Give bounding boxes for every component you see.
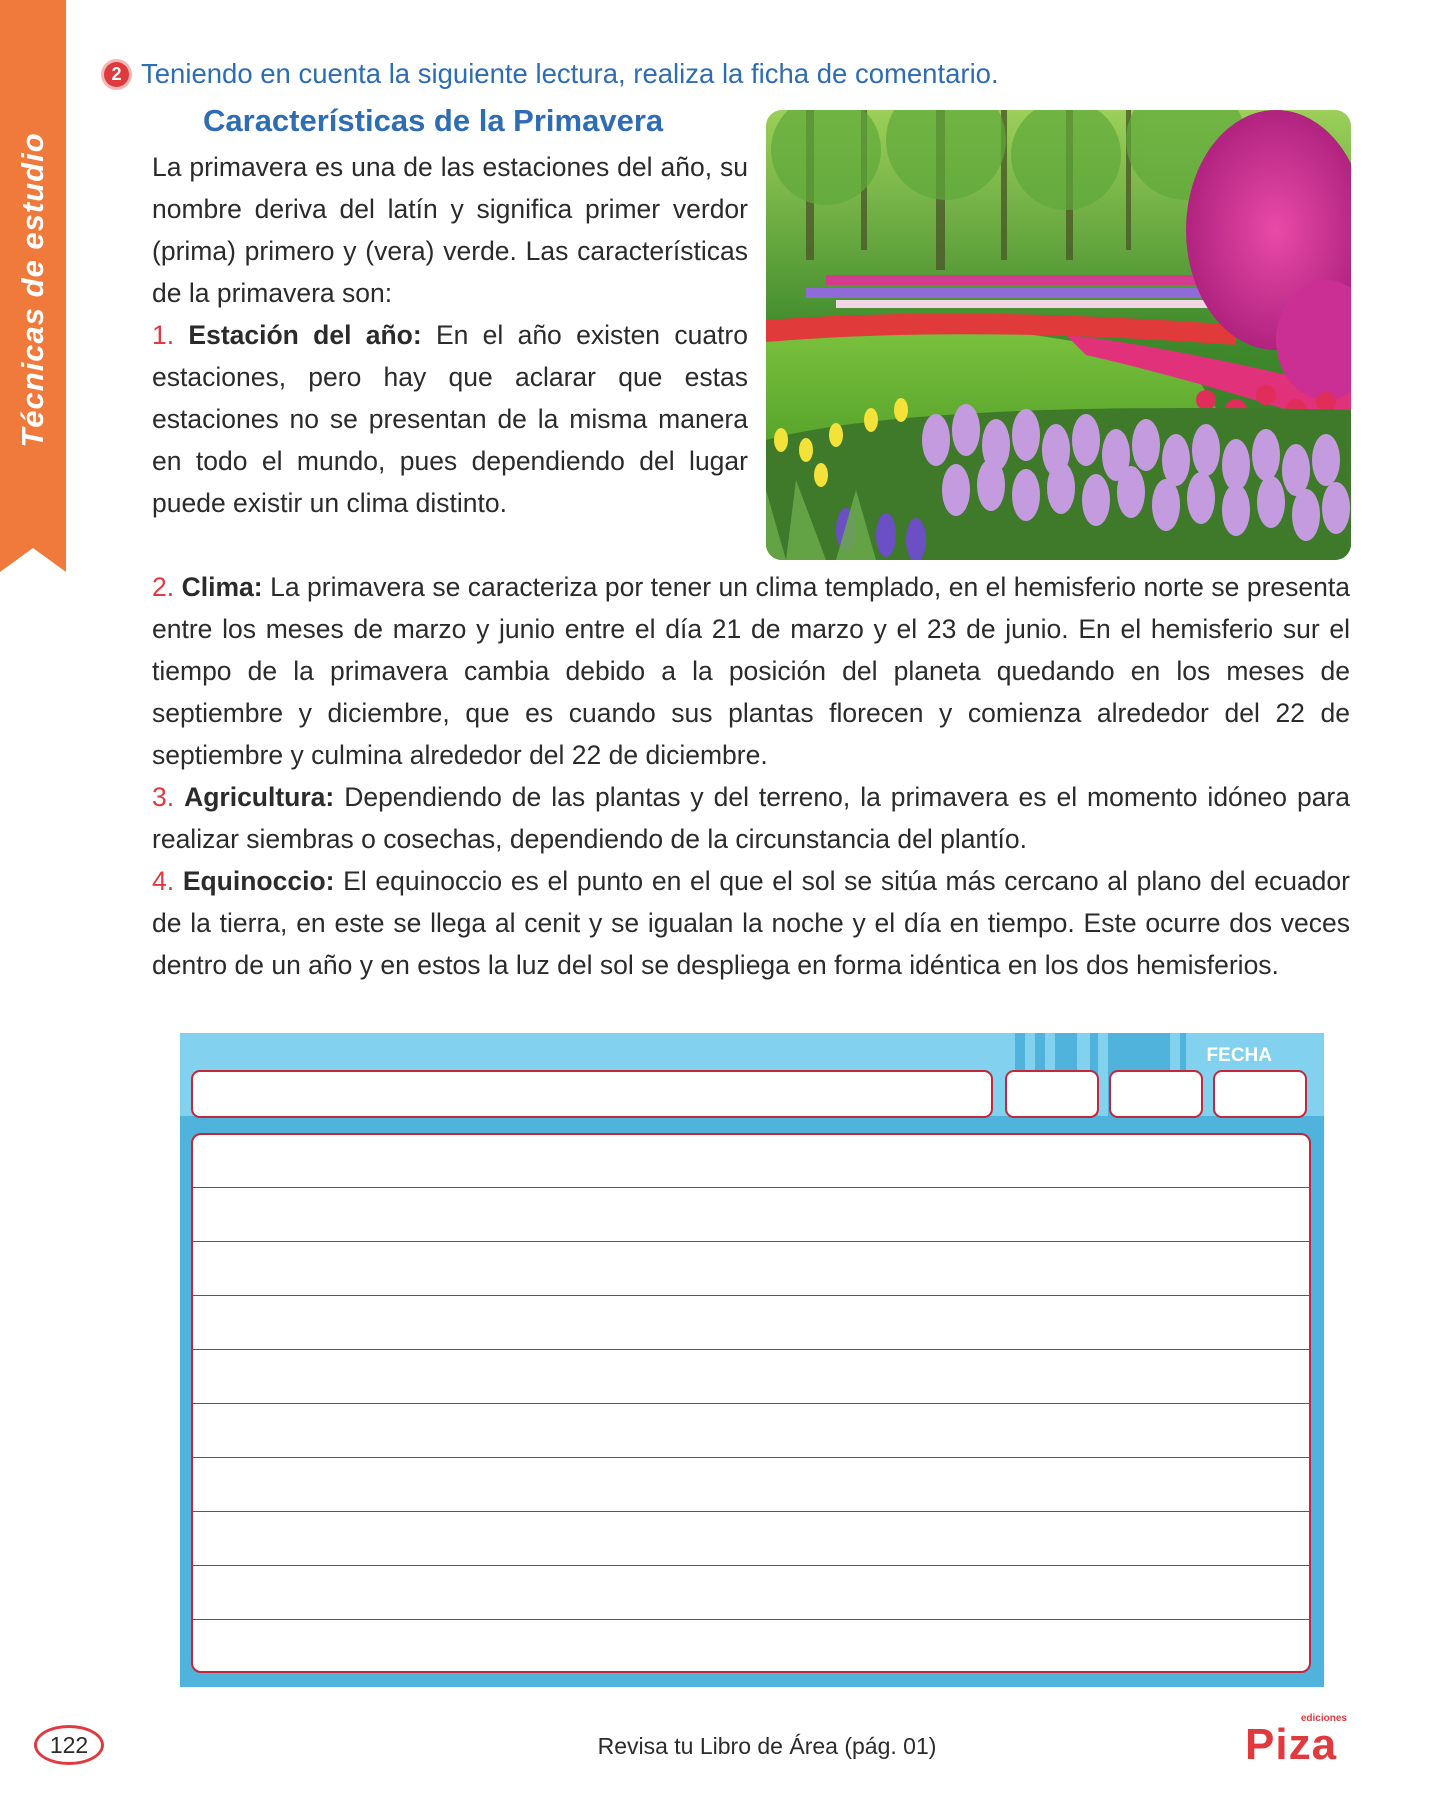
page-number: 122 [34,1725,104,1765]
footer-note: Revisa tu Libro de Área (pág. 01) [597,1733,937,1759]
article-item-2 [152,566,1350,776]
date-label: FECHA [1206,1045,1272,1066]
item-2-text: La primavera se caracteriza por tener un clima templado, en el hemisferio norte se presenta entre los meses de marzo y junio entre el día 21 de marzo y el 23 de junio. En el hemisferio sur el tiempo de la primavera cambia debido a la posición del planeta quedando en los meses de septiembre y diciembre, que es cuando sus plantas florecen y comienza alrededor del 22 de septiembre y culmina alrededor del 22 de diciembre. [152,572,1350,770]
item-4-number: 4. [152,866,175,896]
side-tab-label: Técnicas de estudio [15,132,50,448]
writing-line [193,1457,1309,1458]
writing-line [193,1403,1309,1404]
item-3-number: 3. [152,782,175,812]
item-4-text: El equinoccio es el punto en el que el sol se sitúa más cercano al plano del ecuador de la tierra, en este se llega al cenit y se igualan la noche y el día en tiempo. Este ocurre dos veces dentro de un año y en estos la luz del sol se despliega en forma idéntica en los dos hemisferios. [152,866,1350,980]
writing-line [193,1619,1309,1620]
item-1-number: 1. [152,320,175,350]
writing-line [193,1511,1309,1512]
logo-small-text: ediciones [1300,1713,1347,1724]
writing-line [193,1349,1309,1350]
article-item-4 [152,860,1350,986]
instruction [104,58,999,90]
article-intro: La primavera es una de las estaciones del año, su nombre deriva del latín y significa primer verdor (prima) primero y (vera) verde. Las características de la primavera son: [152,152,748,308]
item-1-text: En el año existen cuatro estaciones, pero hay que aclarar que estas estaciones no se presentan de la misma manera en todo el mundo, pues dependiendo del lugar puede existir un clima distinto. [152,320,748,518]
writing-line [193,1187,1309,1188]
comment-writing-area[interactable] [191,1133,1311,1673]
article-wide-column [152,566,1350,986]
article-narrow-column [152,146,748,524]
item-4-heading: Equinoccio: [182,866,335,896]
item-1-heading: Estación del año: [188,320,422,350]
date-day-field[interactable] [1005,1070,1099,1118]
item-2-number: 2. [152,572,175,602]
comment-form [180,1033,1324,1687]
title-field[interactable] [191,1070,993,1118]
item-3-text: Dependiendo de las plantas y del terreno, la primavera es el momento idóneo para realizar siembras o cosechas, dependiendo de la circunstancia del plantío. [152,782,1350,854]
instruction-number-badge: 2 [104,62,129,87]
article-item-3 [152,776,1350,860]
writing-line [193,1565,1309,1566]
spring-garden-photo [766,110,1351,560]
article-item-1 [152,314,748,524]
item-3-heading: Agricultura: [184,782,335,812]
instruction-text: Teniendo en cuenta la siguiente lectura, realiza la ficha de comentario. [141,58,999,89]
item-2-heading: Clima: [181,572,263,602]
writing-line [193,1295,1309,1296]
date-month-field[interactable] [1109,1070,1203,1118]
publisher-logo [1245,1713,1355,1769]
writing-line [193,1241,1309,1242]
article-title: Características de la Primavera [203,103,664,138]
logo-main-text: Piza [1245,1720,1338,1769]
date-year-field[interactable] [1213,1070,1307,1118]
